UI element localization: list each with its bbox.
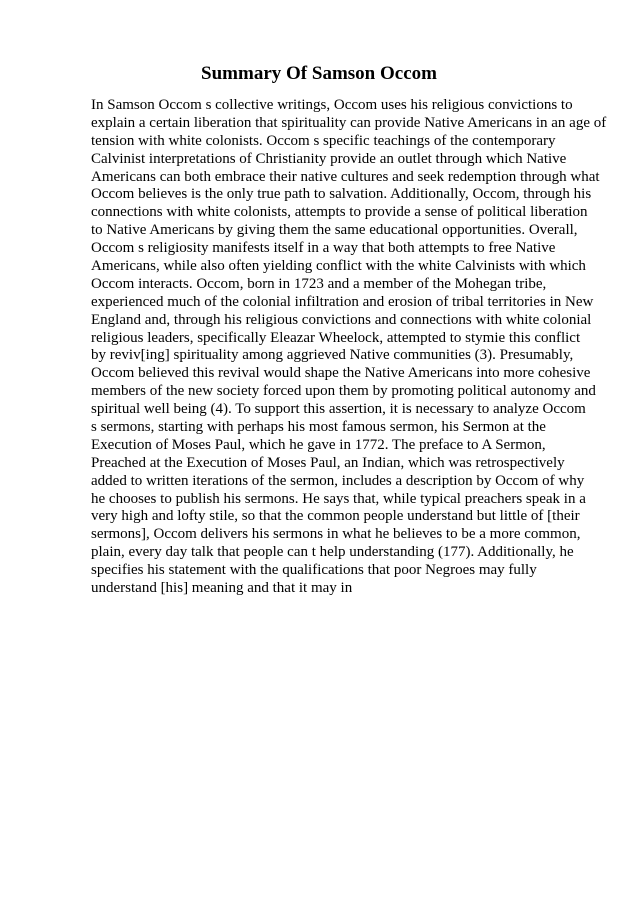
body-line: he chooses to publish his sermons. He says that, while typical preachers speak in a [91,490,586,507]
document-body [91,97,611,598]
body-line: Occom believed this revival would shape the Native Americans into more cohesive [91,365,591,382]
body-line: Calvinist interpretations of Christianity provide an outlet through which Native [91,150,567,167]
body-line: Occom interacts. Occom, born in 1723 and a member of the Mohegan tribe, [91,275,547,292]
body-line: sermons], Occom delivers his sermons in what he believes to be a more common, [91,526,581,543]
body-line: by reviv[ing] spirituality among aggrieved Native communities (3). Presumably, [91,347,574,364]
body-line: Americans, while also often yielding conflict with the white Calvinists with which [91,258,586,275]
document-title: Summary Of Samson Occom [201,63,437,84]
body-line: specifies his statement with the qualifications that poor Negroes may fully [91,562,537,579]
body-line: religious leaders, specifically Eleazar Wheelock, attempted to stymie this conflict [91,329,581,346]
body-line: In Samson Occom s collective writings, Occom uses his religious convictions to [91,97,573,113]
body-line: connections with white colonists, attempts to provide a sense of political liberation [91,204,588,221]
body-line: England and, through his religious convictions and connections with white colonial [91,311,592,328]
body-line: understand [his] meaning and that it may in [91,580,353,597]
body-line: explain a certain liberation that spirituality can provide Native Americans in an age of [91,114,607,131]
body-line: added to written iterations of the sermon, includes a description by Occom of why [91,472,585,489]
body-line: tension with white colonists. Occom s specific teachings of the contemporary [91,132,556,149]
body-line: Americans can both embrace their native cultures and seek redemption through what [91,168,600,185]
body-line: members of the new society forced upon them by promoting political autonomy and [91,383,596,400]
body-line: Occom believes is the only true path to salvation. Additionally, Occom, through his [91,186,592,203]
body-line: Occom s religiosity manifests itself in a way that both attempts to free Native [91,240,556,257]
body-line: Preached at the Execution of Moses Paul, an Indian, which was retrospectively [91,454,565,471]
body-line: to Native Americans by giving them the same educational opportunities. Overall, [91,222,578,239]
body-line: plain, every day talk that people can t help understanding (177). Additionally, he [91,544,574,561]
body-line: s sermons, starting with perhaps his most famous sermon, his Sermon at the [91,419,546,436]
body-line: Execution of Moses Paul, which he gave in 1772. The preface to A Sermon, [91,436,546,453]
body-line: spiritual well being (4). To support this assertion, it is necessary to analyze Occom [91,401,586,418]
body-line: very high and lofty stile, so that the common people understand but little of [their [91,508,580,525]
body-line: experienced much of the colonial infiltration and erosion of tribal territories in New [91,293,594,310]
